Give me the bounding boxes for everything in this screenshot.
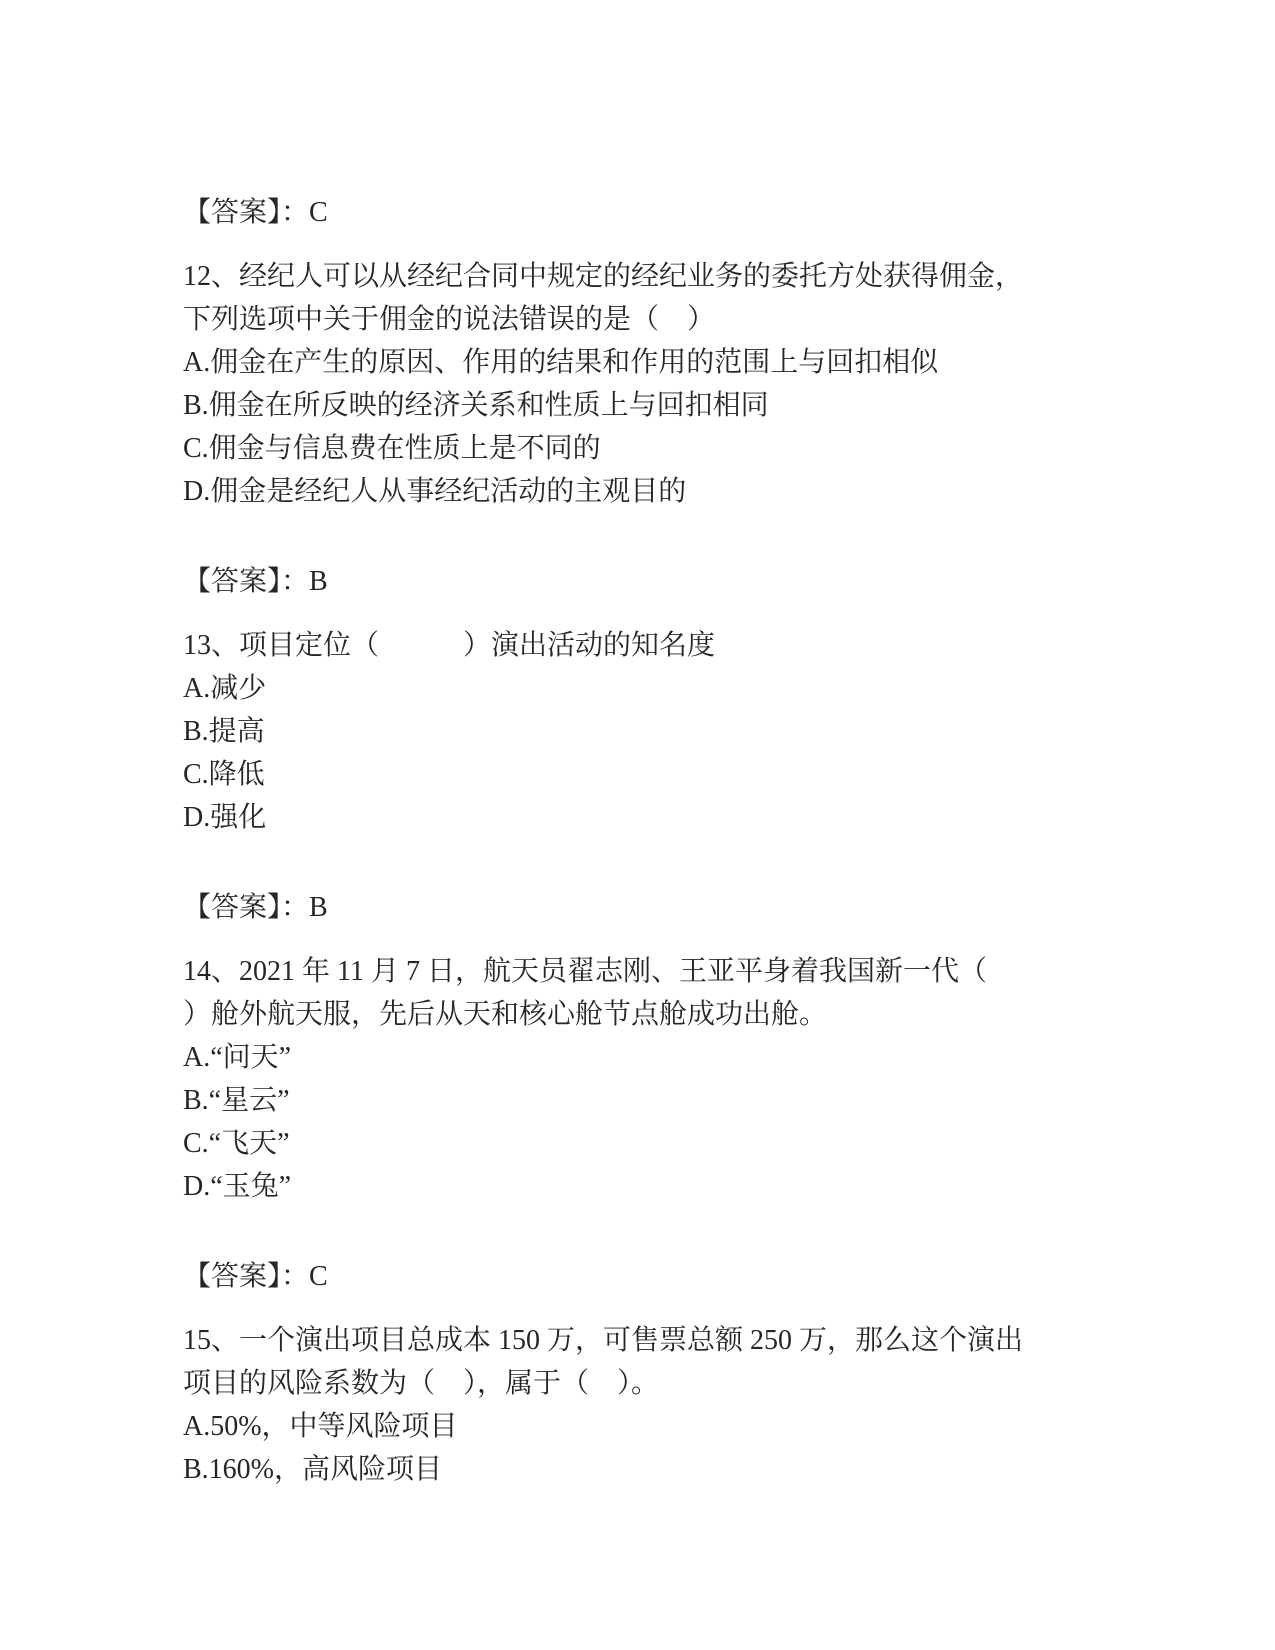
question-12-text-line-1: 12、经纪人可以从经纪合同中规定的经纪业务的委托方处获得佣金，: [183, 261, 1024, 292]
question-14-option-b: B.“星云”: [183, 1085, 290, 1116]
question-15-option-a: A.50%，中等风险项目: [183, 1411, 458, 1442]
question-12-option-c: C.佣金与信息费在性质上是不同的: [183, 433, 601, 464]
question-12-option-b: B.佣金在所反映的经济关系和性质上与回扣相同: [183, 390, 769, 421]
question-14: [183, 950, 1113, 1208]
question-15-option-b: B.160%，高风险项目: [183, 1454, 443, 1485]
answer-line-q11: 【答案】：C: [183, 197, 328, 228]
exam-document: [183, 191, 1113, 1491]
question-15: [183, 1319, 1113, 1491]
answer-line-q13: 【答案】：B: [183, 892, 328, 923]
question-14-option-d: D.“玉兔”: [183, 1171, 292, 1202]
question-12-option-d: D.佣金是经纪人从事经纪活动的主观目的: [183, 476, 687, 507]
question-13-option-b: B.提高: [183, 716, 265, 747]
answer-line-q14: 【答案】：C: [183, 1261, 328, 1292]
question-15-text-line-2: 项目的风险系数为（ ），属于（ ）。: [183, 1368, 660, 1399]
question-13-option-a: A.减少: [183, 673, 267, 704]
question-13-option-d: D.强化: [183, 802, 267, 833]
question-14-text-line-1: 14、2021 年 11 月 7 日，航天员翟志刚、王亚平身着我国新一代（: [183, 956, 987, 987]
question-13-option-c: C.降低: [183, 759, 265, 790]
question-14-text-line-2: ）舱外航天服，先后从天和核心舱节点舱成功出舱。: [183, 999, 828, 1030]
question-15-text-line-1: 15、一个演出项目总成本 150 万，可售票总额 250 万，那么这个演出: [183, 1325, 1024, 1356]
question-14-option-c: C.“飞天”: [183, 1128, 290, 1159]
question-14-option-a: A.“问天”: [183, 1042, 292, 1073]
question-12: [183, 255, 1113, 513]
answer-line-q12: 【答案】：B: [183, 566, 328, 597]
question-13-text-line-1: 13、项目定位（ ）演出活动的知名度: [183, 630, 716, 661]
question-12-option-a: A.佣金在产生的原因、作用的结果和作用的范围上与回扣相似: [183, 347, 939, 378]
question-13: [183, 624, 1113, 839]
question-12-text-line-2: 下列选项中关于佣金的说法错误的是（ ）: [183, 304, 716, 335]
